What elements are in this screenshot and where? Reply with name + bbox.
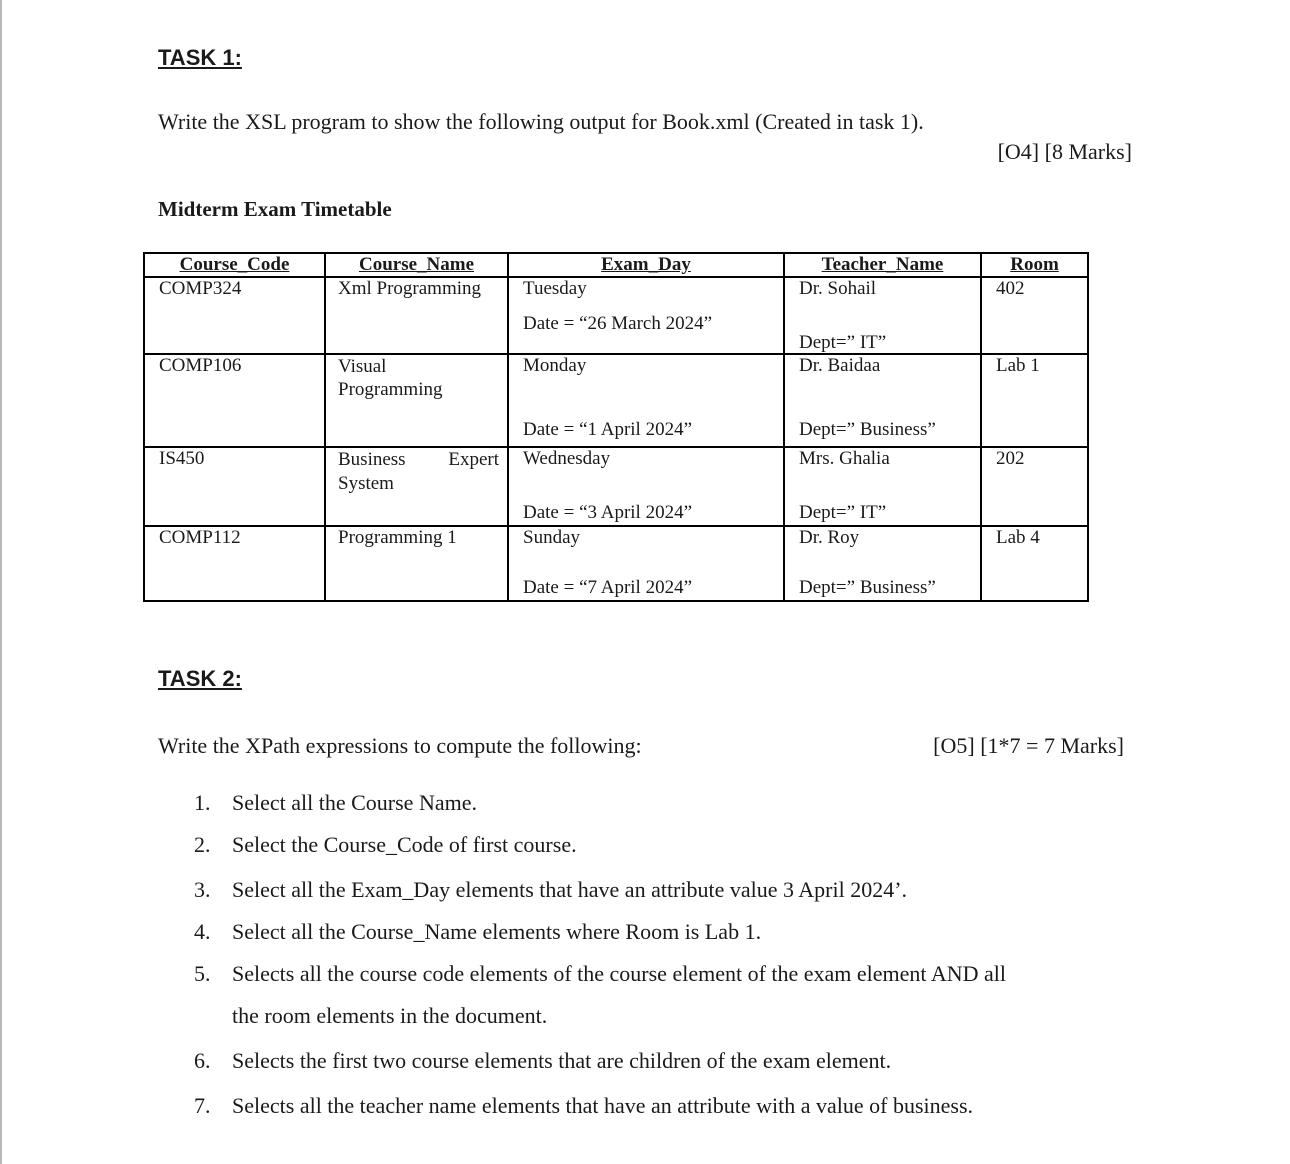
room-cell: 402 xyxy=(981,277,1088,354)
exam-date: Date = “26 March 2024” xyxy=(523,313,713,334)
course-code-cell: COMP324 xyxy=(144,277,325,354)
course-name-line: Business Expert xyxy=(338,449,499,470)
task1-heading: TASK 1: xyxy=(158,45,242,70)
course-name-cell xyxy=(325,447,508,526)
list-item: 6. Selects the first two course elements that are children of the exam element. xyxy=(194,1048,892,1073)
teacher-name: Mrs. Ghalia xyxy=(799,448,890,469)
course-name-cell: Xml Programming xyxy=(325,277,508,354)
exam-date: Date = “7 April 2024” xyxy=(523,577,693,598)
course-code-cell: IS450 xyxy=(144,447,325,526)
teacher-dept: Dept=” Business” xyxy=(799,419,936,440)
teacher-dept: Dept=” IT” xyxy=(799,332,887,353)
teacher-name: Dr. Sohail xyxy=(799,278,877,299)
header-exam-day: Exam_Day xyxy=(508,253,784,277)
list-item: 7. Selects all the teacher name elements that have an attribute with a value of business. xyxy=(194,1093,974,1118)
table-header-row xyxy=(144,253,1088,277)
list-item: 5. Selects all the course code elements of the course element of the exam element AND all xyxy=(194,961,1006,986)
task2-heading: TASK 2: xyxy=(158,666,242,691)
exam-day-cell xyxy=(508,277,784,354)
header-room: Room xyxy=(981,253,1088,277)
exam-day-cell xyxy=(508,526,784,601)
list-item: 1. Select all the Course Name. xyxy=(194,790,477,815)
table-row xyxy=(144,526,1088,601)
course-name-line: System xyxy=(338,473,394,494)
page-left-edge xyxy=(0,0,2,1164)
teacher-name: Dr. Roy xyxy=(799,527,860,548)
teacher-cell xyxy=(784,354,981,447)
exam-day: Tuesday xyxy=(523,278,587,299)
course-name-line: Visual xyxy=(338,356,387,377)
teacher-dept: Dept=” IT” xyxy=(799,502,887,523)
teacher-cell xyxy=(784,447,981,526)
teacher-name: Dr. Baidaa xyxy=(799,355,881,376)
course-name-cell: Programming 1 xyxy=(325,526,508,601)
list-item: 2. Select the Course_Code of first course. xyxy=(194,832,577,857)
teacher-cell xyxy=(784,526,981,601)
teacher-dept: Dept=” Business” xyxy=(799,577,936,598)
table-row xyxy=(144,277,1088,354)
course-code-cell: COMP112 xyxy=(144,526,325,601)
room-cell: Lab 4 xyxy=(981,526,1088,601)
header-course-code: Course_Code xyxy=(144,253,325,277)
course-code-cell: COMP106 xyxy=(144,354,325,447)
exam-day: Wednesday xyxy=(523,448,611,469)
exam-timetable xyxy=(143,252,1089,602)
list-item: 4. Select all the Course_Name elements where Room is Lab 1. xyxy=(194,919,762,944)
table-row xyxy=(144,447,1088,526)
list-item-continuation: the room elements in the document. xyxy=(232,1003,548,1028)
course-name-line: Programming xyxy=(338,379,443,400)
table-row xyxy=(144,354,1088,447)
task1-instruction: Write the XSL program to show the following output for Book.xml (Created in task 1). xyxy=(158,109,924,134)
exam-day-cell xyxy=(508,447,784,526)
course-name-cell xyxy=(325,354,508,447)
list-item: 3. Select all the Exam_Day elements that have an attribute value 3 April 2024’. xyxy=(194,877,908,902)
header-course-name: Course_Name xyxy=(325,253,508,277)
exam-date: Date = “1 April 2024” xyxy=(523,419,693,440)
task2-marks: [O5] [1*7 = 7 Marks] xyxy=(933,733,1124,758)
room-cell: 202 xyxy=(981,447,1088,526)
exam-day: Sunday xyxy=(523,527,580,548)
task1-marks: [O4] [8 Marks] xyxy=(997,139,1132,164)
exam-day-cell xyxy=(508,354,784,447)
header-teacher-name: Teacher_Name xyxy=(784,253,981,277)
exam-date: Date = “3 April 2024” xyxy=(523,502,693,523)
timetable-title: Midterm Exam Timetable xyxy=(158,197,392,221)
teacher-cell xyxy=(784,277,981,354)
room-cell: Lab 1 xyxy=(981,354,1088,447)
exam-day: Monday xyxy=(523,355,587,376)
task2-instruction: Write the XPath expressions to compute the following: xyxy=(158,733,642,758)
